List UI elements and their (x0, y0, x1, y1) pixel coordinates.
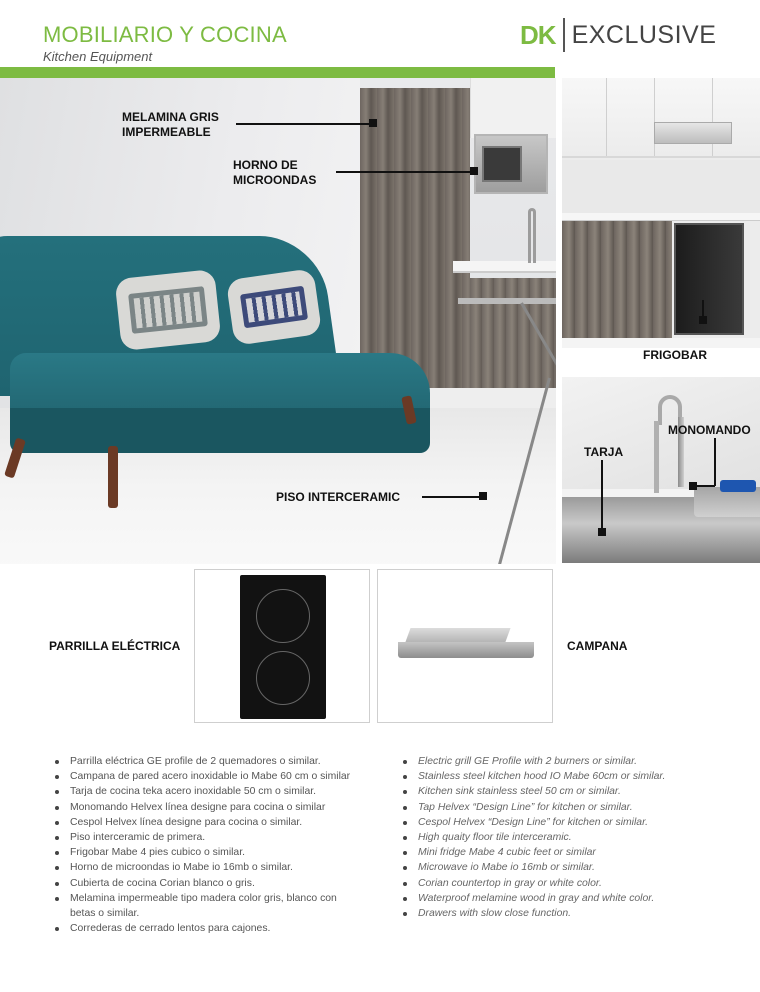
blue-tray (720, 480, 756, 492)
sofa-leg (108, 446, 118, 508)
list-item: Cubierta de cocina Corian blanco o gris. (53, 876, 363, 891)
faucet-image (528, 208, 536, 263)
list-item: Campana de pared acero inoxidable io Mabe 60 cm o similar (53, 769, 363, 784)
list-item: High quaity floor tile interceramic. (401, 830, 721, 845)
list-item: Cespol Helvex línea designe para cocina o similar. (53, 815, 363, 830)
logo-exclusive: EXCLUSIVE (571, 20, 717, 49)
range-hood-image (398, 628, 534, 660)
list-item: Microwave io Mabe io 16mb or similar. (401, 860, 721, 875)
cooktop-box (194, 569, 370, 723)
burner-ring (256, 651, 310, 705)
glass-table (458, 298, 556, 304)
countertop (453, 261, 556, 273)
english-feature-list (401, 754, 721, 921)
wood-cabinet-tall (360, 88, 470, 388)
hood-image (654, 122, 732, 144)
hood-box (377, 569, 553, 723)
wood-drawers (562, 221, 672, 341)
logo-divider (563, 18, 565, 52)
logo-dk: DK (520, 19, 556, 50)
callout-marker (699, 316, 707, 324)
label-campana: CAMPANA (567, 639, 628, 653)
list-item: Mini fridge Mabe 4 cubic feet or similar (401, 845, 721, 860)
list-item: Drawers with slow close function. (401, 906, 721, 921)
list-item: Cespol Helvex “Design Line” for kitchen or similar. (401, 815, 721, 830)
callout-marker (470, 167, 478, 175)
callout-line (693, 485, 715, 487)
list-item: Frigobar Mabe 4 pies cubico o similar. (53, 845, 363, 860)
list-item: Monomando Helvex línea designe para cocina o similar (53, 800, 363, 815)
callout-line (336, 171, 472, 173)
page-subtitle: Kitchen Equipment (43, 49, 153, 64)
burner-ring (256, 589, 310, 643)
upper-cabinet (470, 78, 556, 138)
list-item: Corian countertop in gray or white color. (401, 876, 721, 891)
list-item: Correderas de cerrado lentos para cajones. (53, 921, 363, 936)
callout-marker (479, 492, 487, 500)
callout-tarja: TARJA (584, 445, 624, 459)
dk-exclusive-logo (520, 17, 716, 53)
list-item: Parrilla eléctrica GE profile de 2 quemadores o similar. (53, 754, 363, 769)
callout-line (236, 123, 370, 125)
callout-melamina: MELAMINA GRIS IMPERMEABLE (122, 110, 219, 139)
mini-fridge-image (674, 223, 744, 335)
pillow-navy (226, 268, 322, 346)
callout-monomando: MONOMANDO (668, 423, 751, 437)
callout-line (422, 496, 482, 498)
callout-line (714, 438, 716, 486)
list-item: Waterproof melamine wood in gray and white color. (401, 891, 721, 906)
electric-cooktop-image (240, 575, 326, 719)
wood-cabinet-base (470, 278, 556, 388)
list-item: Electric grill GE Profile with 2 burners or similar. (401, 754, 721, 769)
list-item: Tap Helvex “Design Line” for kitchen or similar. (401, 800, 721, 815)
callout-frigobar: FRIGOBAR (643, 348, 707, 362)
accent-bar (0, 67, 555, 78)
list-item: Tarja de cocina teka acero inoxidable 50 cm o similar. (53, 784, 363, 799)
callout-piso: PISO INTERCERAMIC (276, 490, 401, 504)
callout-line (601, 460, 603, 532)
label-parrilla: PARRILLA ELÉCTRICA (49, 639, 181, 653)
frigobar-photo (562, 78, 760, 348)
list-item: Melamina impermeable tipo madera color gris, blanco con betas o similar. (53, 891, 363, 921)
callout-horno: HORNO DE MICROONDAS (233, 158, 317, 187)
list-item: Piso interceramic de primera. (53, 830, 363, 845)
spanish-feature-list (53, 754, 363, 936)
list-item: Horno de microondas io Mabe io 16mb o similar. (53, 860, 363, 875)
callout-marker (598, 528, 606, 536)
list-item: Kitchen sink stainless steel 50 cm or similar. (401, 784, 721, 799)
sofa-front (10, 408, 430, 453)
callout-marker (369, 119, 377, 127)
page-title: MOBILIARIO Y COCINA (43, 22, 287, 47)
microwave-image (474, 134, 548, 194)
pillow-gray (115, 269, 222, 351)
list-item: Stainless steel kitchen hood IO Mabe 60cm or similar. (401, 769, 721, 784)
sink-photo (562, 377, 760, 563)
